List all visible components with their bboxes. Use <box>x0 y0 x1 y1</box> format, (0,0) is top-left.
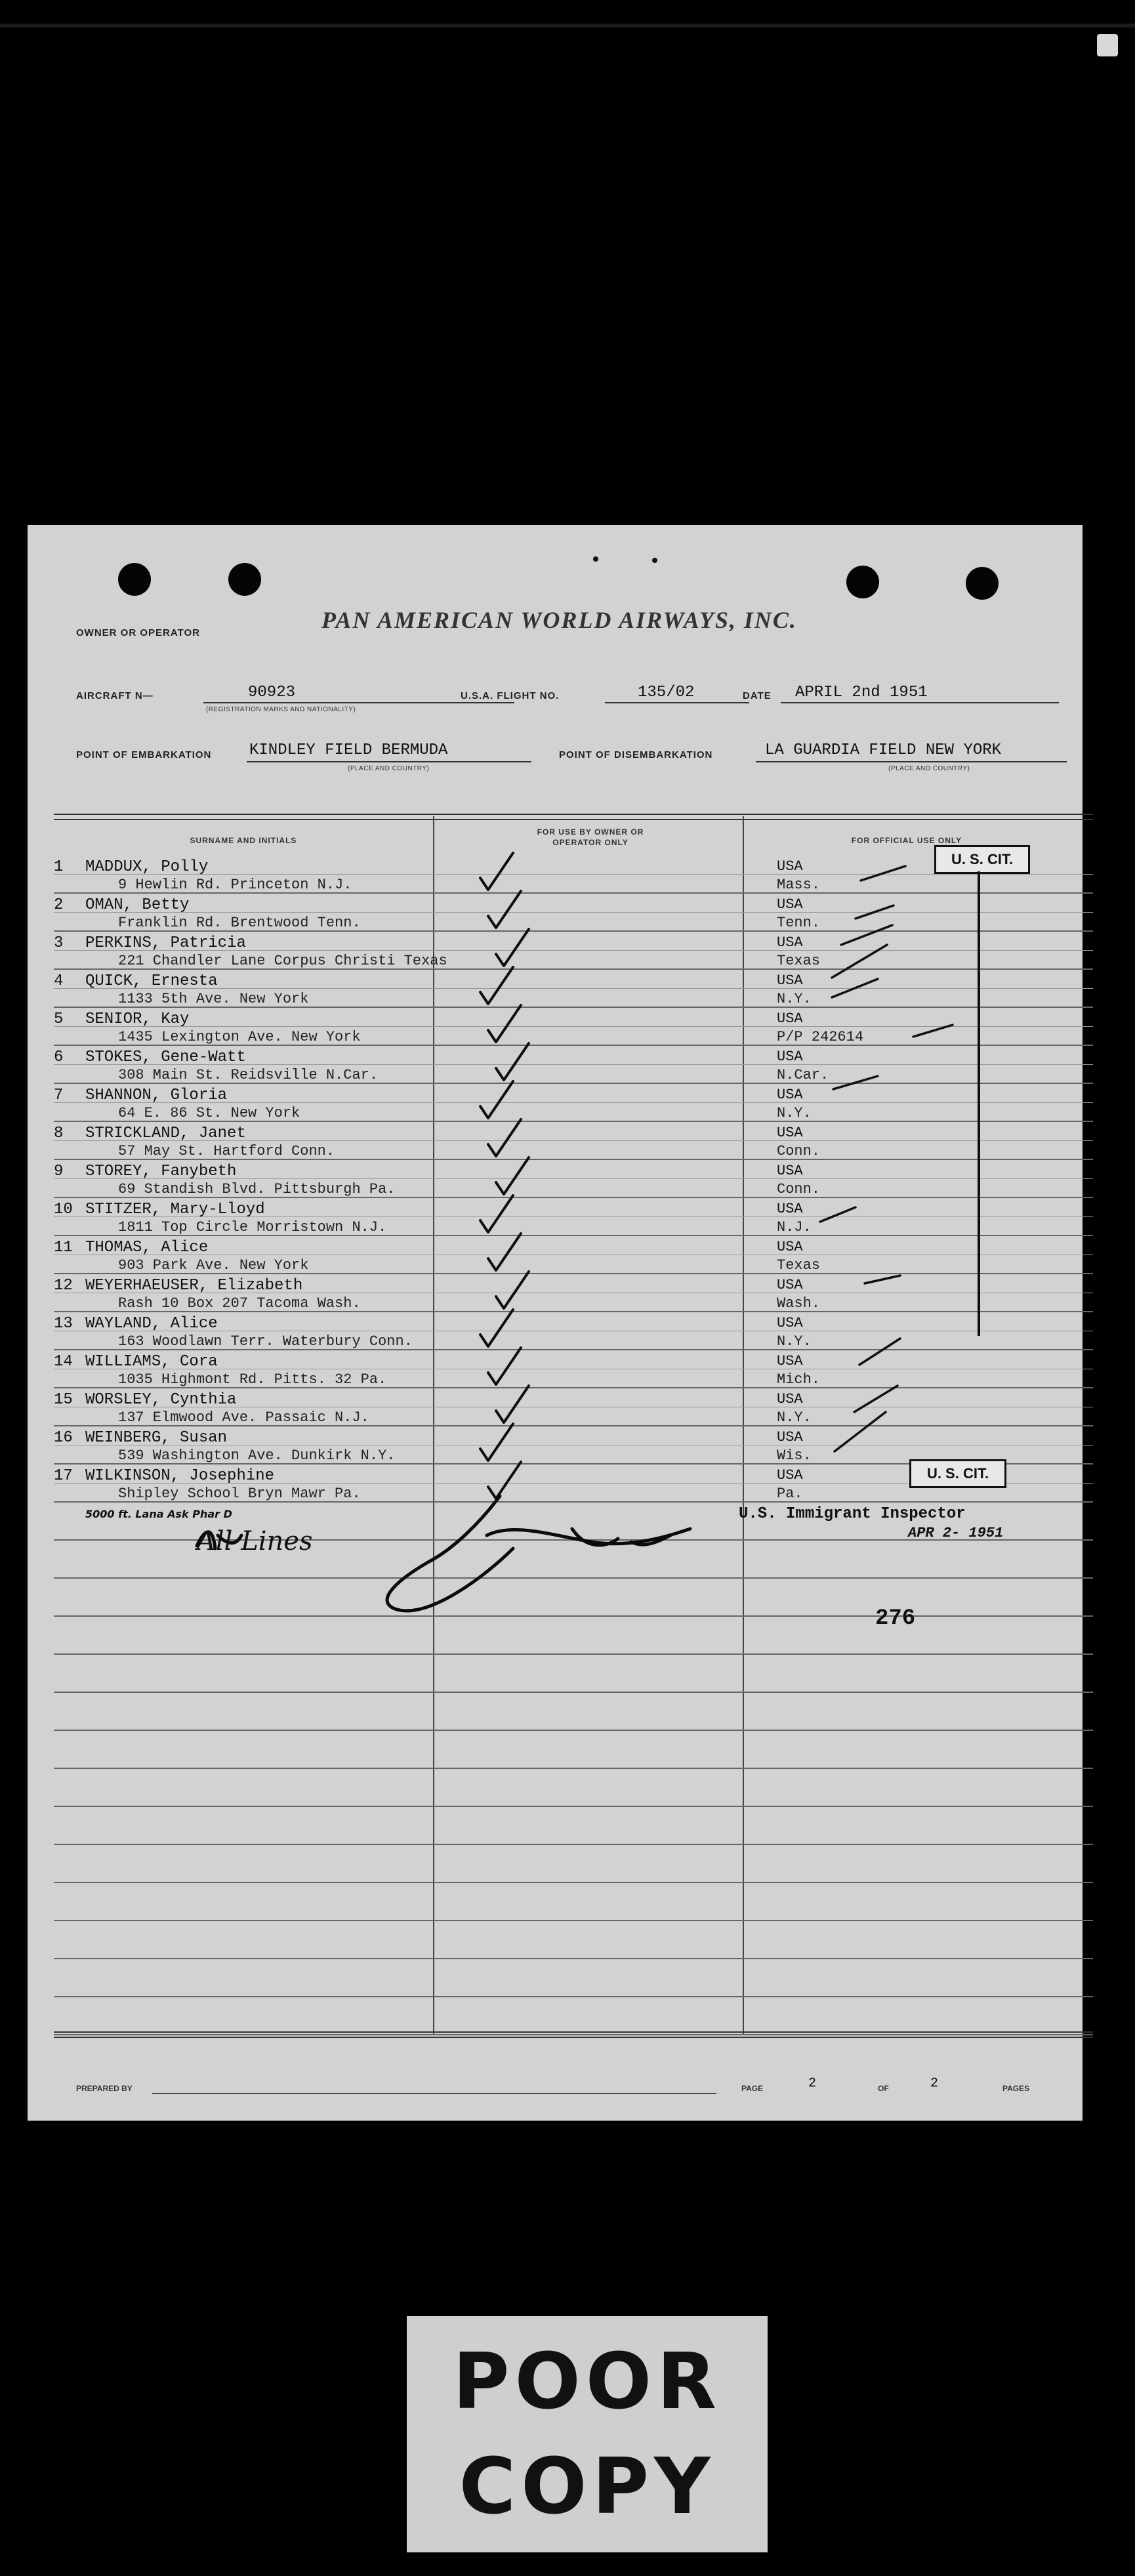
passenger-address: 64 E. 86 St. New York <box>118 1105 300 1121</box>
col-header-official: FOR OFFICIAL USE ONLY <box>851 836 962 845</box>
disembark-sublabel: (PLACE AND COUNTRY) <box>888 765 970 772</box>
row-number: 4 <box>54 972 64 990</box>
check-mark <box>496 1043 529 1080</box>
page-value: 2 <box>808 2076 817 2091</box>
check-mark <box>488 1462 521 1499</box>
flight-label: U.S.A. FLIGHT NO. <box>461 690 560 701</box>
check-mark <box>496 1157 529 1194</box>
check-mark <box>488 1005 521 1042</box>
of-label: OF <box>878 2084 889 2093</box>
check-mark <box>488 891 521 928</box>
check-mark <box>480 967 513 1004</box>
state-or-passport: Conn. <box>777 1143 821 1159</box>
passenger-address: 903 Park Ave. New York <box>118 1257 309 1274</box>
poor-copy-line2: COPY <box>459 2441 716 2531</box>
citizenship: USA <box>777 858 803 875</box>
passenger-name: WILLIAMS, Cora <box>85 1353 218 1371</box>
state-or-passport: N.Y. <box>777 1105 812 1121</box>
aircraft-label: AIRCRAFT N— <box>76 690 154 701</box>
passenger-name: SHANNON, Gloria <box>85 1087 228 1104</box>
row-number: 1 <box>54 858 64 876</box>
row-number: 10 <box>54 1201 73 1218</box>
embark-label: POINT OF EMBARKATION <box>76 749 212 760</box>
row-number: 16 <box>54 1429 73 1447</box>
row-number: 3 <box>54 934 64 952</box>
aircraft-sublabel: (REGISTRATION MARKS AND NATIONALITY) <box>206 706 356 713</box>
passenger-name: SENIOR, Kay <box>85 1010 190 1028</box>
state-or-passport: Texas <box>777 1257 821 1274</box>
passenger-name: PERKINS, Patricia <box>85 934 246 952</box>
state-or-passport: N.Y. <box>777 1409 812 1426</box>
us-cit-stamp-top: U. S. CIT. <box>934 845 1030 874</box>
row-number: 11 <box>54 1239 73 1257</box>
check-mark <box>488 1234 521 1270</box>
state-or-passport: Texas <box>777 953 821 969</box>
row-number: 14 <box>54 1353 73 1371</box>
passenger-address: 69 Standish Blvd. Pittsburgh Pa. <box>118 1181 396 1197</box>
disembark-place: LA GUARDIA FIELD NEW YORK <box>765 741 1002 759</box>
row-number: 2 <box>54 896 64 914</box>
citizenship: USA <box>777 972 803 989</box>
passenger-address: 9 Hewlin Rd. Princeton N.J. <box>118 877 352 893</box>
citizenship: USA <box>777 1163 803 1179</box>
passenger-name: WEYERHAEUSER, Elizabeth <box>85 1277 303 1295</box>
citizenship: USA <box>777 1391 803 1407</box>
passenger-address: 308 Main St. Reidsville N.Car. <box>118 1067 379 1083</box>
citizenship: USA <box>777 1049 803 1065</box>
citizenship: USA <box>777 1353 803 1369</box>
check-mark <box>488 1348 521 1384</box>
poor-copy-line1: POOR <box>453 2336 722 2426</box>
state-or-passport: Conn. <box>777 1181 821 1197</box>
passenger-address: Rash 10 Box 207 Tacoma Wash. <box>118 1295 361 1312</box>
citizenship: USA <box>777 1429 803 1445</box>
state-or-passport: N.Y. <box>777 991 812 1007</box>
passenger-address: 221 Chandler Lane Corpus Christi Texas <box>118 953 447 969</box>
state-or-passport: P/P 242614 <box>777 1029 864 1045</box>
passenger-address: Franklin Rd. Brentwood Tenn. <box>118 915 361 931</box>
check-mark <box>480 1424 513 1461</box>
check-mark <box>496 1386 529 1423</box>
state-or-passport: N.Car. <box>777 1067 829 1083</box>
check-mark <box>488 1119 521 1156</box>
passenger-name: WILKINSON, Josephine <box>85 1467 275 1485</box>
state-or-passport: Mich. <box>777 1371 821 1388</box>
embark-sublabel: (PLACE AND COUNTRY) <box>348 765 430 772</box>
handwritten-note: 5000 ft. Lana Ask Phar D <box>85 1508 232 1520</box>
flight-number: 135/02 <box>638 684 695 701</box>
flight-date: APRIL 2nd 1951 <box>795 684 928 701</box>
passenger-address: Shipley School Bryn Mawr Pa. <box>118 1485 361 1502</box>
row-number: 6 <box>54 1049 64 1066</box>
handwritten-signature-line: All Lines <box>197 1526 313 1556</box>
citizenship: USA <box>777 1087 803 1103</box>
citizenship: USA <box>777 1467 803 1484</box>
prepared-by-label: PREPARED BY <box>76 2084 133 2093</box>
passenger-manifest-sheet <box>28 525 1083 2121</box>
passenger-address: 57 May St. Hartford Conn. <box>118 1143 335 1159</box>
passenger-address: 1811 Top Circle Morristown N.J. <box>118 1219 387 1236</box>
check-mark <box>480 853 513 890</box>
page-serial-number: 276 <box>875 1606 916 1631</box>
state-or-passport: Mass. <box>777 877 821 893</box>
citizenship: USA <box>777 1010 803 1027</box>
passenger-name: STRICKLAND, Janet <box>85 1125 246 1142</box>
passenger-address: 1035 Highmont Rd. Pitts. 32 Pa. <box>118 1371 387 1388</box>
pages-label: PAGES <box>1002 2084 1030 2093</box>
passenger-name: WORSLEY, Cynthia <box>85 1391 237 1409</box>
passenger-name: WAYLAND, Alice <box>85 1315 218 1333</box>
aircraft-number: 90923 <box>248 684 296 701</box>
passenger-name: OMAN, Betty <box>85 896 190 914</box>
col-header-names: SURNAME AND INITIALS <box>190 836 297 845</box>
page-label: PAGE <box>741 2084 764 2093</box>
passenger-address: 539 Washington Ave. Dunkirk N.Y. <box>118 1447 396 1464</box>
row-number: 9 <box>54 1163 64 1180</box>
row-number: 17 <box>54 1467 73 1485</box>
citizenship: USA <box>777 1315 803 1331</box>
row-number: 15 <box>54 1391 73 1409</box>
passenger-address: 1133 5th Ave. New York <box>118 991 309 1007</box>
passenger-name: WEINBERG, Susan <box>85 1429 228 1447</box>
inspector-date: APR 2- 1951 <box>908 1525 1004 1541</box>
col-header-owner: FOR USE BY OWNER OR OPERATOR ONLY <box>537 827 644 847</box>
citizenship: USA <box>777 896 803 913</box>
citizenship: USA <box>777 934 803 951</box>
state-or-passport: N.Y. <box>777 1333 812 1350</box>
state-or-passport: N.J. <box>777 1219 812 1236</box>
state-or-passport: Wis. <box>777 1447 812 1464</box>
passenger-address: 1435 Lexington Ave. New York <box>118 1029 361 1045</box>
passenger-address: 163 Woodlawn Terr. Waterbury Conn. <box>118 1333 413 1350</box>
state-or-passport: Wash. <box>777 1295 821 1312</box>
us-cit-stamp-bottom: U. S. CIT. <box>909 1459 1006 1488</box>
row-number: 13 <box>54 1315 73 1333</box>
poor-copy-card <box>407 2316 768 2552</box>
passenger-name: STITZER, Mary-Lloyd <box>85 1201 265 1218</box>
handwriting-layer <box>28 525 1083 2121</box>
passenger-name: THOMAS, Alice <box>85 1239 209 1257</box>
citizenship: USA <box>777 1125 803 1141</box>
citizenship: USA <box>777 1201 803 1217</box>
state-or-passport: Pa. <box>777 1485 803 1502</box>
check-mark <box>480 1195 513 1232</box>
passenger-name: STOKES, Gene-Watt <box>85 1049 246 1066</box>
date-label: DATE <box>743 690 772 701</box>
row-number: 8 <box>54 1125 64 1142</box>
corner-marker <box>1097 34 1118 56</box>
owner-label: OWNER OR OPERATOR <box>76 627 200 638</box>
passenger-address: 137 Elmwood Ave. Passaic N.J. <box>118 1409 369 1426</box>
row-number: 7 <box>54 1087 64 1104</box>
row-number: 12 <box>54 1277 73 1295</box>
citizenship: USA <box>777 1239 803 1255</box>
row-number: 5 <box>54 1010 64 1028</box>
check-mark <box>496 929 529 966</box>
check-mark <box>480 1081 513 1118</box>
passenger-name: STOREY, Fanybeth <box>85 1163 237 1180</box>
check-mark <box>480 1310 513 1346</box>
inspector-title: U.S. Immigrant Inspector <box>739 1505 966 1523</box>
check-mark <box>496 1272 529 1308</box>
embark-place: KINDLEY FIELD BERMUDA <box>249 741 448 759</box>
of-value: 2 <box>930 2076 939 2091</box>
passenger-name: QUICK, Ernesta <box>85 972 218 990</box>
passenger-name: MADDUX, Polly <box>85 858 209 876</box>
film-edge <box>0 24 1135 28</box>
state-or-passport: Tenn. <box>777 915 821 931</box>
disembark-label: POINT OF DISEMBARKATION <box>559 749 713 760</box>
airline-name: PAN AMERICAN WORLD AIRWAYS, INC. <box>321 607 797 633</box>
citizenship: USA <box>777 1277 803 1293</box>
